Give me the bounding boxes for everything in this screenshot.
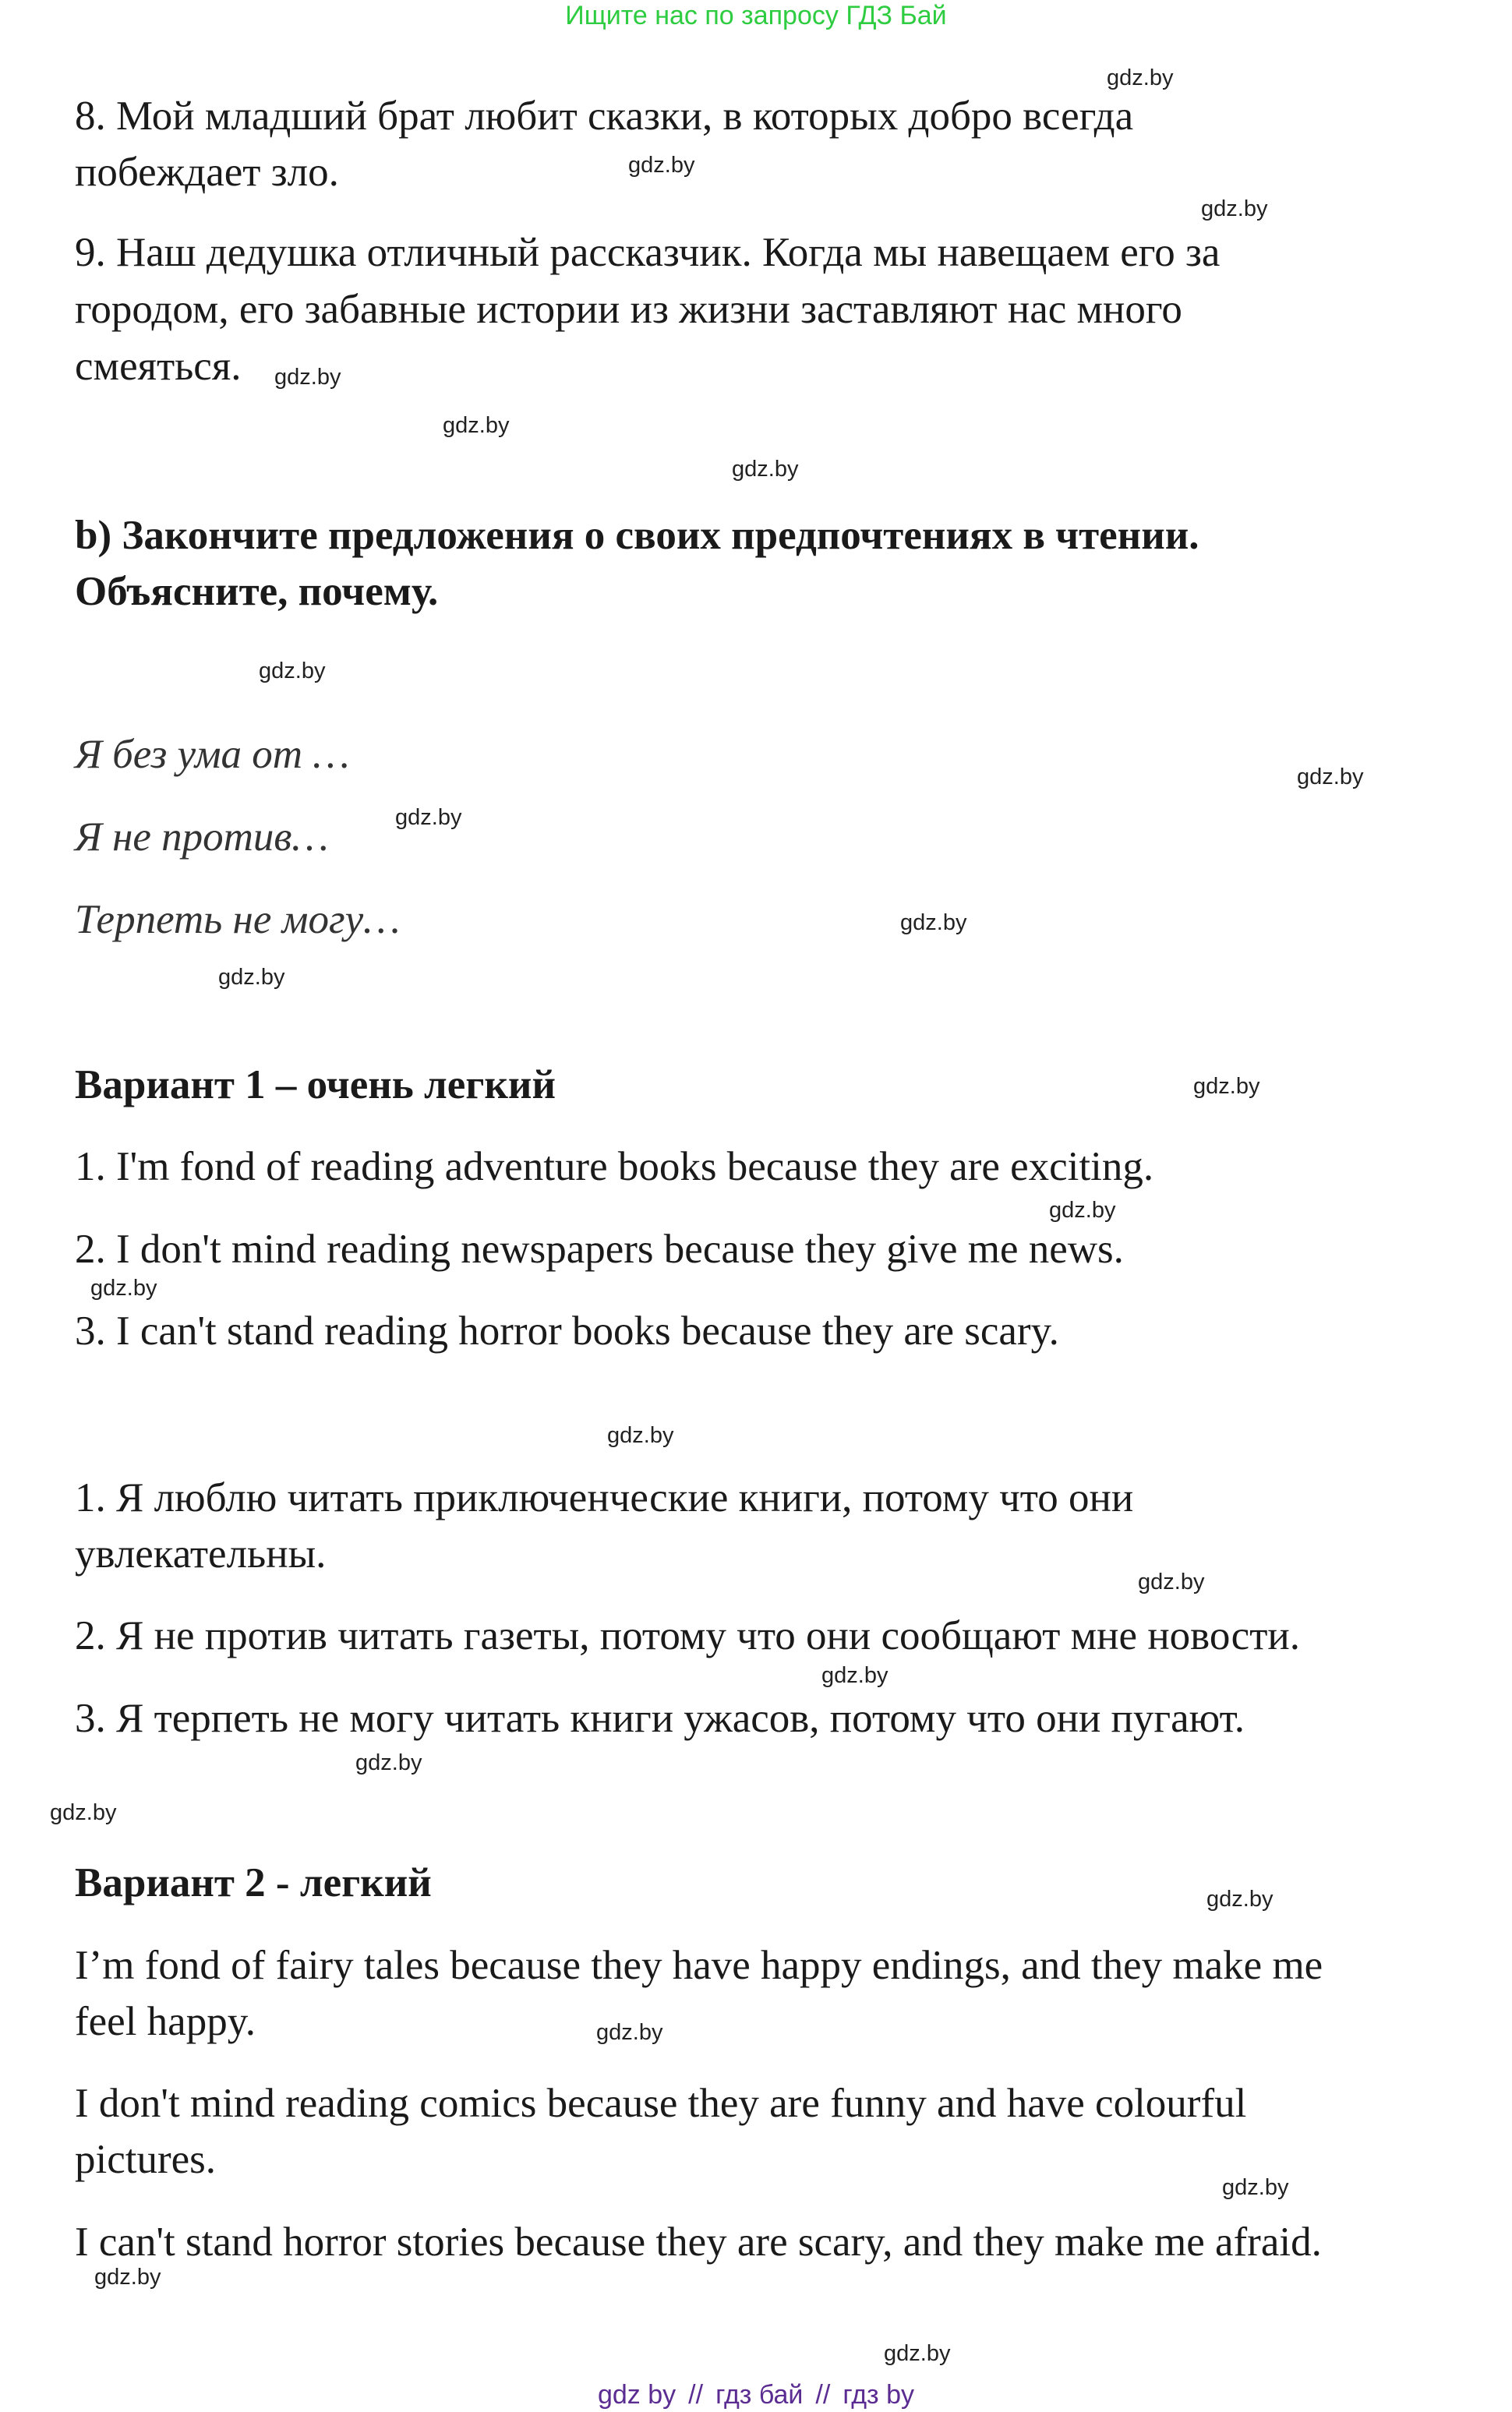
variant-2-sentence-2-line-1: I don't mind reading comics because they are funny and have colourful [75,2081,1247,2126]
variant-1-russian-3: 3. Я терпеть не могу читать книги ужасов, потому что они пугают. [75,1696,1245,1741]
watermark: gdz.by [1193,1074,1260,1099]
variant-1-english-1: 1. I'm fond of reading adventure books because they are exciting. [75,1144,1154,1189]
watermark: gdz.by [355,1750,422,1775]
item-8-line-2: побеждает зло. [75,150,339,195]
variant-1-russian-2: 2. Я не против читать газеты, потому что они сообщают мне новости. [75,1613,1300,1658]
watermark: gdz.by [395,805,462,830]
item-9-line-3: смеяться. [75,344,242,389]
watermark: gdz.by [1206,1887,1274,1912]
top-banner: Ищите нас по запросу ГДЗ Бай [565,1,947,30]
variant-1-heading: Вариант 1 – очень легкий [75,1062,556,1107]
variant-2-sentence-2-line-2: pictures. [75,2137,217,2182]
item-8-line-1: 8. Мой младший брат любит сказки, в которых добро всегда [75,94,1134,139]
footer-separator: // [688,2380,704,2410]
watermark: gdz.by [1222,2175,1289,2200]
task-b-line-2: Объясните, почему. [75,569,439,614]
watermark: gdz.by [218,965,285,990]
variant-2-sentence-1-line-2: feel happy. [75,1999,256,2044]
variant-2-sentence-3: I can't stand horror stories because they are scary, and they make me afraid. [75,2220,1322,2265]
watermark: gdz.by [443,413,510,438]
watermark: gdz.by [607,1423,674,1448]
watermark: gdz.by [1201,196,1268,221]
watermark: gdz.by [274,365,341,390]
variant-1-russian-1-line-1: 1. Я люблю читать приключенческие книги, потому что они [75,1475,1134,1520]
watermark: gdz.by [94,2265,161,2290]
item-9-line-2: городом, его забавные истории из жизни заставляют нас много [75,287,1182,332]
footer-links [0,2379,1512,2410]
prompt-3: Терпеть не могу… [75,897,401,942]
watermark: gdz.by [50,1800,117,1825]
watermark: gdz.by [1049,1198,1116,1223]
watermark: gdz.by [1297,765,1364,789]
footer-link-gdz-bai[interactable]: гдз бай [715,2380,804,2410]
watermark: gdz.by [90,1276,157,1301]
watermark: gdz.by [628,153,695,178]
watermark: gdz.by [821,1663,888,1688]
watermark: gdz.by [1138,1570,1205,1594]
variant-2-sentence-1-line-1: I’m fond of fairy tales because they have happy endings, and they make me [75,1943,1323,1988]
prompt-1: Я без ума от … [75,732,350,777]
watermark: gdz.by [1107,65,1174,90]
variant-1-english-3: 3. I can't stand reading horror books because they are scary. [75,1308,1059,1354]
variant-1-russian-1-line-2: увлекательны. [75,1531,327,1577]
item-9-line-1: 9. Наш дедушка отличный рассказчик. Когда мы навещаем его за [75,230,1221,275]
watermark: gdz.by [884,2341,951,2366]
watermark: gdz.by [732,457,799,482]
watermark: gdz.by [259,659,326,683]
task-b-line-1: b) Закончите предложения о своих предпочтениях в чтении. [75,513,1199,558]
footer-link-gdz-by[interactable]: gdz by [597,2380,677,2410]
prompt-2: Я не против… [75,814,329,860]
variant-2-heading: Вариант 2 - легкий [75,1860,432,1905]
watermark: gdz.by [900,910,967,935]
footer-link-gdz-by-mixed[interactable]: гдз by [843,2380,914,2410]
footer-separator: // [815,2380,831,2410]
watermark: gdz.by [596,2020,663,2045]
variant-1-english-2: 2. I don't mind reading newspapers because they give me news. [75,1227,1124,1272]
